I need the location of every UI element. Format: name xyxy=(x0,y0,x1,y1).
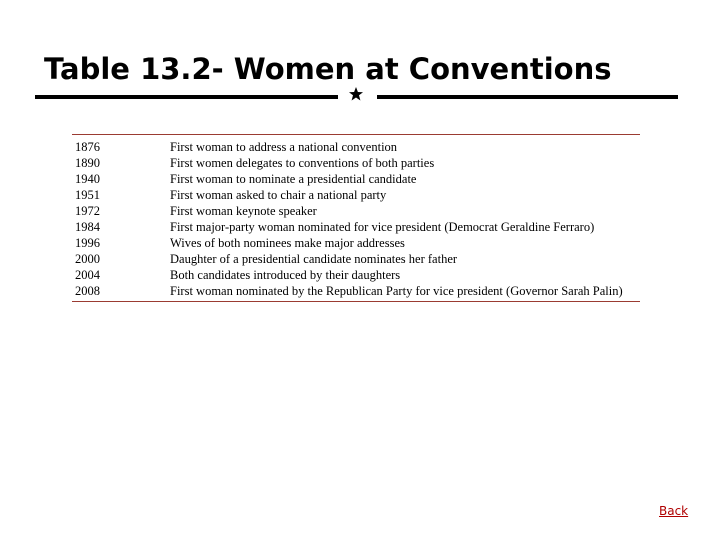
year-cell: 2004 xyxy=(75,268,100,282)
back-link[interactable]: Back xyxy=(659,504,689,518)
event-cell: First woman asked to chair a national party xyxy=(170,188,387,202)
event-cell: First woman to address a national convention xyxy=(170,140,398,154)
conventions-table xyxy=(72,134,640,302)
year-cell: 1972 xyxy=(75,204,100,218)
event-cell: First woman nominated by the Republican Party for vice president (Governor Sarah Palin) xyxy=(170,284,623,298)
title-divider-left xyxy=(35,95,338,99)
year-cell: 1951 xyxy=(75,188,100,202)
event-cell: Wives of both nominees make major addresses xyxy=(170,236,405,250)
year-cell: 1940 xyxy=(75,172,100,186)
event-cell: First major-party woman nominated for vice president (Democrat Geraldine Ferraro) xyxy=(170,220,595,234)
year-cell: 1984 xyxy=(75,220,100,234)
year-cell: 2008 xyxy=(75,284,100,298)
event-cell: First woman to nominate a presidential candidate xyxy=(170,172,417,186)
year-cell: 2000 xyxy=(75,252,100,266)
year-cell: 1996 xyxy=(75,236,100,250)
event-cell: First women delegates to conventions of both parties xyxy=(170,156,435,170)
title-divider-right xyxy=(377,95,678,99)
event-cell: Both candidates introduced by their daughters xyxy=(170,268,401,282)
star-icon xyxy=(348,86,364,102)
year-cell: 1876 xyxy=(75,140,100,154)
event-cell: Daughter of a presidential candidate nominates her father xyxy=(170,252,458,266)
page-title: Table 13.2- Women at Conventions xyxy=(44,52,612,86)
year-cell: 1890 xyxy=(75,156,100,170)
event-cell: First woman keynote speaker xyxy=(170,204,317,218)
